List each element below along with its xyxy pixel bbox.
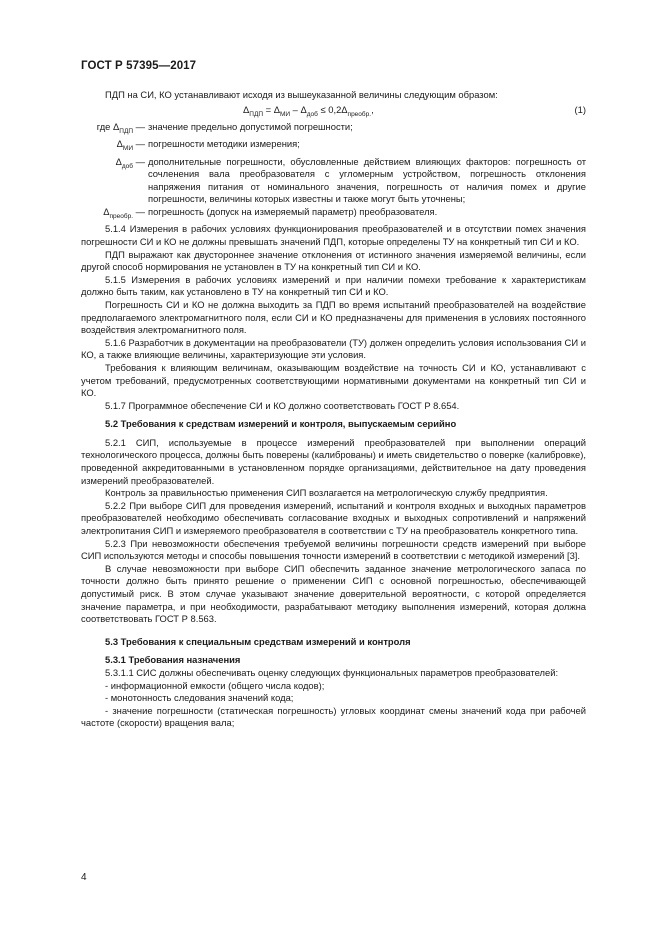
- formula-number: (1): [574, 103, 586, 115]
- paragraph: ПДП выражают как двустороннее значение отклонения от истинного значения измеряемой величины, если другой способ нормирования не установлен в ТУ на конкретный тип СИ и КО.: [81, 248, 586, 273]
- paragraph: 5.3.1.1 СИС должны обеспечивать оценку следующих функциональных параметров преобразователей:: [105, 666, 559, 678]
- where-item: где $\Delta_{ПДП}$ — значение предельно допустимой погрешности;: [96, 120, 353, 135]
- where-item: $\Delta_{МИ}$ — погрешности методики измерения;: [116, 138, 300, 152]
- paragraph: Контроль за правильностью применения СИП возлагается на метрологическую службу предприятия.: [105, 487, 548, 499]
- paragraph: Погрешность СИ и КО не должна выходить за ПДП во время испытаний преобразователей на воздействие предполагаемого электромагнитного поля, если СИ и КО предназначены для применения в условиях постоянного воздействия электромагнитного поля.: [81, 298, 586, 336]
- paragraph: 5.1.4 Измерения в рабочих условиях функционирования преобразователей и в отсутствии помех значения погрешности СИ и КО не должны превышать значений ПДП, которые определены ТУ на конкретный тип СИ и КО.: [81, 223, 586, 247]
- list-item: - информационной емкости (общего числа кодов);: [105, 679, 325, 691]
- section-heading-5-3-1: 5.3.1 Требования назначения: [105, 654, 241, 666]
- document-body: [81, 89, 586, 730]
- paragraph: 5.2.2 При выборе СИП для проведения измерений, испытаний и контроля входных и выходных параметров преобразователей необходимо обеспечивать согласование входных и выходных сопротивлений и напряжений электропитания СИП и измеряемого преобразователя в соответствии с ТУ на преобразователь конкретного типа.: [81, 499, 586, 537]
- section-heading-5-2: 5.2 Требования к средствам измерений и контроля, выпускаемым серийно: [105, 418, 457, 430]
- paragraph: 5.1.6 Разработчик в документации на преобразователи (ТУ) должен определить условия использования СИ и КО, а также влияющие величины, характеризующие эти условия.: [81, 336, 586, 361]
- page-number: 4: [81, 872, 87, 883]
- where-item: $\Delta_{преобр.}$ — погрешность (допуск на измеряемый параметр) преобразователя.: [103, 205, 438, 220]
- formula: $\Delta_{ПДП} = \Delta_{МИ} - \Delta_{доб} \le 0,2\Delta_{преобр.}$,: [243, 103, 374, 118]
- where-item: $\Delta_{доб}$ — дополнительные погрешности, обусловленные действием влияющих факторов: погрешность от сочленения вала преобразователя с угломерным устройством, погрешность отклонения напряжения питания от номинального значения, погрешность от наличия помех и другие погрешности, величины которых известны и также могут быть уточнены;: [115, 155, 586, 205]
- list-item: - монотонность следования значений кода;: [105, 692, 294, 704]
- paragraph: В случае невозможности при выборе СИП обеспечить заданное значение метрологического запаса по точности должно быть принято решение о применении СИП с основной погрешностью, обеспечивающей допустимый риск. В этом случае указывают значение доверительной вероятности, с которой определяется значение параметра, и при необходимости, разрабатывают методику выполнения измерений, которая должна соответствовать ГОСТ Р 8.563.: [81, 562, 586, 625]
- intro-paragraph: ПДП на СИ, КО устанавливают исходя из вышеуказанной величины следующим образом:: [105, 89, 498, 100]
- paragraph: 5.2.3 При невозможности обеспечения требуемой величины погрешности средств измерений при выборе СИП используются методы и способы повышения точности измерений в соответствии с методикой измерений [3].: [81, 537, 586, 562]
- paragraph: 5.1.5 Измерения в рабочих условиях измерений и при наличии помехи требование к характеристикам должно быть таким, как установлено в ТУ на конкретный тип СИ и КО.: [81, 273, 586, 298]
- paragraph: 5.1.7 Программное обеспечение СИ и КО должно соответствовать ГОСТ Р 8.654.: [105, 399, 460, 411]
- where-list: [81, 121, 586, 224]
- document-header: ГОСТ Р 57395—2017: [81, 60, 197, 72]
- formula-row: [81, 104, 586, 118]
- list-item: - значение погрешности (статическая погрешность) угловых координат смены значений кода при рабочей частоте (скорости) вращения вала;: [81, 704, 586, 729]
- paragraph: 5.2.1 СИП, используемые в процессе измерений преобразователей при выполнении операций технологического процесса, должны быть поверены (калиброваны) и иметь свидетельство о поверке (калибровке), проведенной аккредитованными в установленном порядке организациями, действительное на дату проведения измерений преобразователей.: [81, 436, 586, 486]
- paragraph: Требования к влияющим величинам, оказывающим воздействие на точность СИ и КО, устанавливают с учетом требований, предусмотренных соответствующими нормативными документами на конкретный тип СИ и КО.: [81, 361, 586, 399]
- section-heading-5-3: 5.3 Требования к специальным средствам измерений и контроля: [105, 635, 411, 647]
